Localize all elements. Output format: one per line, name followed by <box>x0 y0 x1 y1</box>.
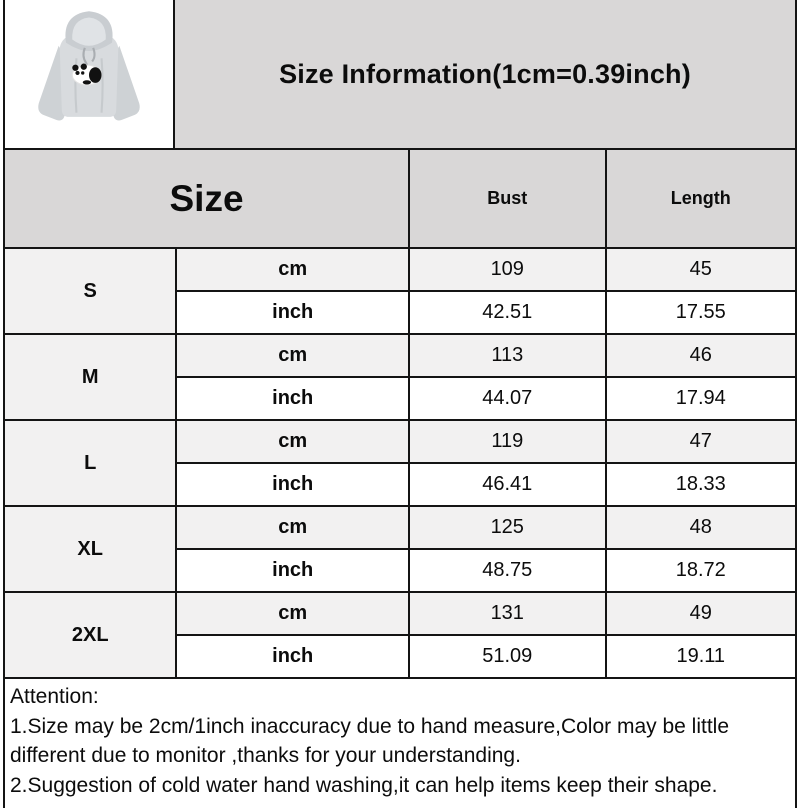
bust-inch-value: 51.09 <box>409 635 605 678</box>
size-label-s: S <box>4 248 176 334</box>
length-inch-value: 17.94 <box>606 377 797 420</box>
product-thumbnail <box>5 0 175 148</box>
title-banner <box>3 0 797 148</box>
attention-line: 1.Size may be 2cm/1inch inaccuracy due to hand measure,Color may be little <box>10 714 730 738</box>
unit-label: inch <box>176 377 409 420</box>
unit-label: inch <box>176 291 409 334</box>
size-label-2xl: 2XL <box>4 592 176 678</box>
length-inch-value: 19.11 <box>606 635 797 678</box>
bust-inch-value: 48.75 <box>409 549 605 592</box>
size-label-xl: XL <box>4 506 176 592</box>
length-cm-value: 49 <box>606 592 797 635</box>
length-inch-value: 18.72 <box>606 549 797 592</box>
table-row <box>4 506 796 549</box>
bust-inch-value: 46.41 <box>409 463 605 506</box>
attention-line: 2.Suggestion of cold water hand washing,it can help items keep their shape. <box>10 773 718 797</box>
unit-label: inch <box>176 549 409 592</box>
length-inch-value: 17.55 <box>606 291 797 334</box>
length-cm-value: 47 <box>606 420 797 463</box>
unit-label: cm <box>176 506 409 549</box>
unit-label: cm <box>176 334 409 377</box>
table-header-row <box>4 149 796 248</box>
unit-label: cm <box>176 248 409 291</box>
length-inch-value: 18.33 <box>606 463 797 506</box>
bust-inch-value: 44.07 <box>409 377 605 420</box>
bust-inch-value: 42.51 <box>409 291 605 334</box>
bust-cm-value: 113 <box>409 334 605 377</box>
page-title: Size Information(1cm=0.39inch) <box>279 58 691 89</box>
attention-heading: Attention: <box>10 685 99 708</box>
size-label-l: L <box>4 420 176 506</box>
attention-notes <box>3 679 797 808</box>
table-row <box>4 420 796 463</box>
hoodie-image <box>26 6 152 142</box>
size-label-m: M <box>4 334 176 420</box>
table-row <box>4 334 796 377</box>
table-row <box>4 592 796 635</box>
bust-column-header: Bust <box>409 149 605 248</box>
length-cm-value: 46 <box>606 334 797 377</box>
bust-cm-value: 131 <box>409 592 605 635</box>
length-column-header: Length <box>606 149 797 248</box>
size-table <box>3 148 797 679</box>
length-cm-value: 48 <box>606 506 797 549</box>
length-cm-value: 45 <box>606 248 797 291</box>
bust-cm-value: 109 <box>409 248 605 291</box>
attention-line: different due to monitor ,thanks for your understanding. <box>10 744 521 767</box>
size-information-sheet <box>3 0 797 808</box>
bust-cm-value: 125 <box>409 506 605 549</box>
size-column-header: Size <box>4 149 409 248</box>
unit-label: inch <box>176 635 409 678</box>
unit-label: cm <box>176 420 409 463</box>
bust-cm-value: 119 <box>409 420 605 463</box>
unit-label: cm <box>176 592 409 635</box>
table-row <box>4 248 796 291</box>
unit-label: inch <box>176 463 409 506</box>
